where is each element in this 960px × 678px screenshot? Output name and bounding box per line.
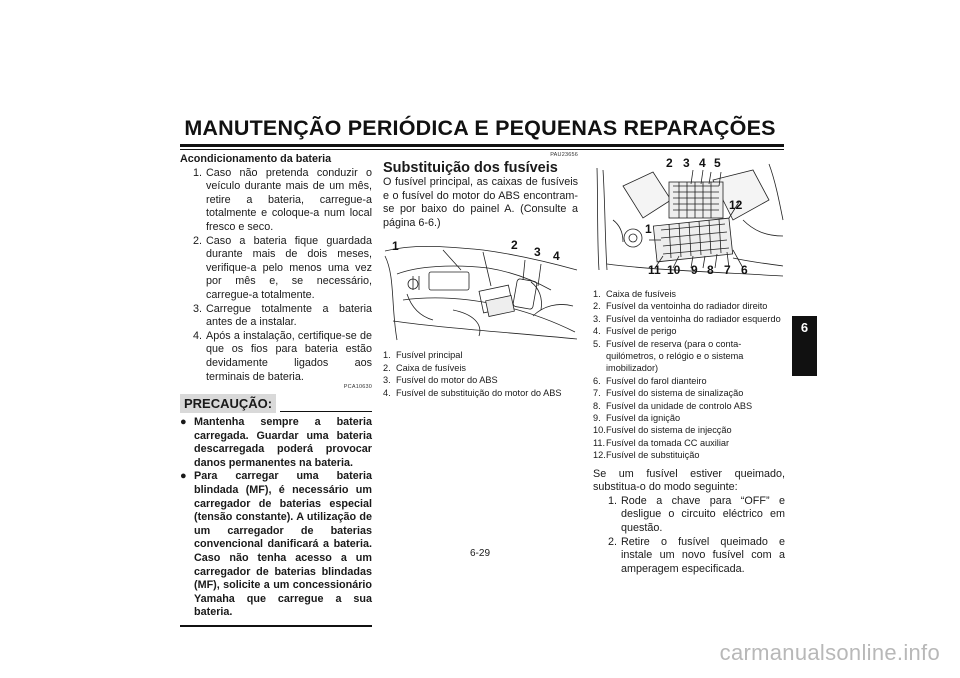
list-item — [180, 167, 372, 235]
list-item — [180, 416, 372, 470]
bullet-icon: ● — [180, 416, 187, 429]
list-item — [593, 387, 785, 399]
step-number: 2. — [607, 535, 617, 548]
figure-label-12: 12 — [729, 198, 743, 212]
chapter-tab-label: 6 — [800, 320, 809, 335]
step-number: 4. — [192, 329, 202, 342]
caption-text: Fusível da tomada CC auxiliar — [606, 437, 730, 448]
caption-text: Caixa de fusíveis — [606, 289, 676, 299]
figure-label-3: 3 — [683, 156, 690, 170]
step-number: 3. — [192, 302, 202, 315]
caption-text: Fusível do farol dianteiro — [606, 375, 707, 386]
figure-label-1: 1 — [392, 239, 399, 254]
step-text: Rode a chave para “OFF” e desligue o circuito eléctrico em questão. — [621, 494, 785, 535]
caution-list — [180, 416, 372, 620]
figure-captions — [383, 349, 578, 399]
list-item — [593, 449, 785, 461]
figure-label-2: 2 — [511, 238, 518, 253]
caption-text: Fusível de perigo — [606, 326, 677, 337]
caption-number: 11. — [593, 437, 606, 448]
caption-text: Fusível de reserva (para o conta-quilómetros, o relógio e o sistema imobilizador) — [606, 338, 744, 374]
list-item — [180, 303, 372, 330]
figure-label-8: 8 — [707, 263, 714, 277]
caption-text: Fusível principal — [396, 350, 463, 361]
step-text: Caso não pretenda conduzir o veículo durante mais de um mês, retire a bateria, carregue-a totalmente e coloque-a num local fresco e seco. — [206, 166, 372, 233]
step-number: 2. — [192, 234, 202, 247]
caption-number: 2. — [593, 301, 601, 312]
caption-number: 5. — [593, 338, 601, 349]
fuse-box-illustration — [593, 160, 785, 282]
caption-text: Fusível da ignição — [606, 413, 681, 424]
figure-label-10: 10 — [667, 263, 681, 277]
caption-text: Caixa de fusíveis — [396, 362, 466, 373]
list-item — [593, 288, 785, 300]
list-item — [593, 338, 785, 375]
bullet-icon: ● — [180, 470, 187, 483]
caption-number: 3. — [593, 313, 601, 324]
caption-number: 7. — [593, 388, 601, 399]
fuse-replace-intro: Se um fusível estiver queimado, substitua-o do modo seguinte: — [593, 467, 785, 494]
list-item — [593, 400, 785, 412]
page-title: MANUTENÇÃO PERIÓDICA E PEQUENAS REPARAÇÕES — [184, 116, 776, 140]
caption-number: 6. — [593, 375, 601, 386]
caption-number: 3. — [383, 375, 391, 386]
figure-label-2: 2 — [666, 156, 673, 170]
caution-label: PRECAUÇÃO: — [180, 394, 276, 413]
caption-number: 10. — [593, 425, 606, 436]
step-number: 1. — [607, 494, 617, 507]
caption-number: 2. — [383, 362, 391, 373]
list-item — [180, 470, 372, 620]
list-item — [593, 495, 785, 536]
caption-text: Fusível da unidade de controlo ABS — [606, 400, 753, 411]
caption-text: Fusível da ventoinha do radiador esquerdo — [606, 313, 781, 324]
caution-text: Mantenha sempre a bateria carregada. Guardar uma bateria descarregada poderá provocar danos permanentes na bateria. — [194, 416, 372, 469]
fuse-location-figure — [383, 236, 578, 341]
battery-storage-heading: Acondicionamento da bateria — [180, 153, 332, 165]
list-item — [593, 313, 785, 325]
figure-label-4: 4 — [699, 156, 706, 170]
caption-number: 9. — [593, 413, 601, 424]
list-item — [593, 424, 785, 436]
caption-text: Fusível de substituição do motor do ABS — [396, 387, 562, 398]
step-text: Retire o fusível queimado e instale um novo fusível com a amperagem especificada. — [621, 535, 785, 575]
caution-text: Para carregar uma bateria blindada (MF), é necessário um carregador de baterias especial (tensão constante). A utilização de um carregador de baterias convencional danificará a bateria. Caso não tenha acesso a um carregador de baterias blindadas (MF), solicite a um concessionário Yamaha que carregue a sua bateria. — [194, 470, 372, 619]
caption-number: 8. — [593, 400, 601, 411]
caption-text: Fusível da ventoinha do radiador direito — [606, 301, 768, 312]
caution-code: PCA10630 — [343, 384, 372, 391]
figure-label-1: 1 — [645, 222, 652, 236]
caution-rule — [280, 411, 372, 412]
figure-captions — [593, 288, 785, 462]
list-item — [383, 374, 578, 386]
list-item — [180, 235, 372, 303]
figure-label-5: 5 — [714, 156, 721, 170]
list-item — [383, 349, 578, 361]
caption-number: 4. — [383, 387, 391, 398]
fuse-box-figure — [593, 156, 785, 282]
list-item — [593, 375, 785, 387]
figure-label-3: 3 — [534, 245, 541, 260]
step-text: Carregue totalmente a bateria antes de a instalar. — [206, 302, 372, 329]
step-number: 1. — [192, 166, 202, 179]
caption-text: Fusível do motor do ABS — [396, 375, 498, 386]
caption-text: Fusível do sistema de injecção — [606, 425, 732, 436]
list-item — [593, 412, 785, 424]
title-rule-thin — [180, 149, 784, 150]
caption-number: 1. — [383, 350, 391, 361]
list-item — [593, 300, 785, 312]
figure-label-7: 7 — [724, 263, 731, 277]
chapter-tab — [792, 316, 817, 376]
section-code: PAU23656 — [550, 152, 578, 158]
title-rule — [180, 144, 784, 147]
fuse-location-illustration — [383, 236, 578, 341]
figure-label-6: 6 — [741, 263, 748, 277]
list-item — [383, 387, 578, 399]
fuse-replacement-heading: Substituição dos fusíveis — [383, 160, 558, 176]
middle-column — [383, 152, 578, 399]
list-item — [593, 437, 785, 449]
watermark: carmanualsonline.info — [719, 640, 940, 665]
step-text: Caso a bateria fique guardada durante mais de dois meses, verifique-a pelo menos uma vez por mês e, se necessário, carregue-a totalmente. — [206, 234, 372, 301]
fuse-replace-steps — [593, 495, 785, 577]
figure-label-11: 11 — [648, 263, 661, 277]
page-number: 6-29 — [469, 548, 490, 559]
caution-header — [180, 394, 372, 413]
caption-number: 1. — [593, 289, 601, 299]
caution-end-rule — [180, 625, 372, 627]
step-text: Após a instalação, certifique-se de que os fios para bateria estão devidamente ligados aos terminais de bateria. — [206, 329, 372, 383]
figure-label-9: 9 — [691, 263, 698, 277]
battery-steps — [180, 167, 372, 385]
right-column — [593, 152, 785, 576]
list-item — [180, 330, 372, 384]
list-item — [383, 362, 578, 374]
caption-number: 12. — [593, 450, 606, 461]
caption-text: Fusível de substituição — [606, 450, 700, 461]
list-item — [593, 325, 785, 337]
figure-label-4: 4 — [553, 249, 560, 264]
fuse-intro-text: O fusível principal, as caixas de fusíveis e o fusível do motor do ABS encontram-se por baixo do painel A. (Consulte a página 6-6.) — [383, 176, 578, 229]
caption-number: 4. — [593, 326, 601, 337]
caption-text: Fusível do sistema de sinalização — [606, 388, 744, 399]
